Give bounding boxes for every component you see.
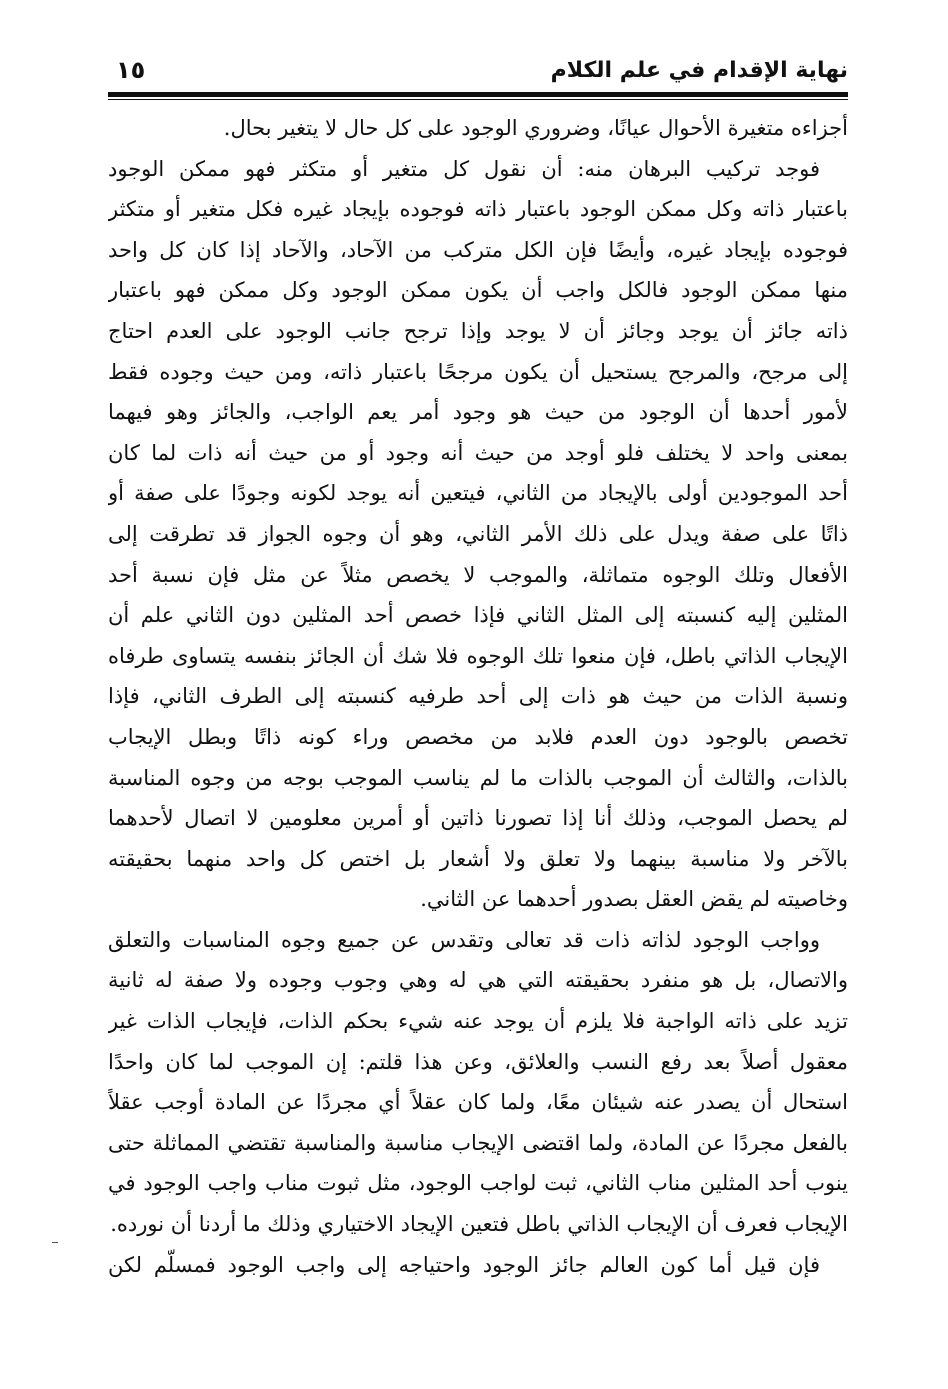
text-line: بمعنى واحد لا يختلف فلو أوجد من حيث أنه وجود أو من حيث أنه ذات لما كان <box>108 440 848 465</box>
text-line: لم يحصل الموجب، وذلك أنا إذا تصورنا ذاتين أو أمرين معلومين لا اتصال لأحدهما <box>108 806 848 831</box>
margin-mark <box>52 1242 58 1243</box>
page-header <box>108 56 848 92</box>
page-number: ١٥ <box>116 56 146 84</box>
text-line: المثلين إليه كنسبته إلى المثل الثاني فإذا خصص أحد المثلين دون الثاني علم أن <box>108 603 848 628</box>
text-line: فوجد تركيب البرهان منه: أن نقول كل متغير أو متكثر فهو ممكن الوجود <box>108 156 820 181</box>
text-line: الإيجاب فعرف أن الإيجاب الذاتي باطل فتعين الإيجاد الاختياري وذلك ما أردنا أن نورده. <box>110 1212 848 1237</box>
text-line: تخصص بالوجود دون العدم فلابد من مخصص وراء كونه ذاتًا وبطل الإيجاب <box>108 724 848 749</box>
text-line: أجزاءه متغيرة الأحوال عيانًا، وضروري الوجود على كل حال لا يتغير بحال. <box>223 116 848 140</box>
text-line: والاتصال، بل هو منفرد بحقيقته التي هي له وهي وجوب وجوده ولا صفة له ثانية <box>108 968 848 993</box>
text-line: إلى مرجح، والمرجح يستحيل أن يكون مرجحًا باعتبار ذاته، ومن حيث وجوده فقط <box>108 359 848 384</box>
text-line: منها ممكن الوجود فالكل واجب أن يكون ممكن الوجود وكل ممكن فهو باعتبار <box>108 278 848 303</box>
text-line: فوجوده بإيجاد غيره، وأيضًا فإن الكل متركب من الآحاد، والآحاد إذا كان كل واحد <box>108 237 848 262</box>
text-line: ذاتًا على صفة ويدل على ذلك الأمر الثاني، وهو أن وجوه الجواز قد تطرقت إلى <box>108 521 848 546</box>
header-rule <box>108 92 848 97</box>
text-line: أحد الموجودين أولى بالإيجاد من الثاني، فيتعين أنه يوجد لكونه وجودًا على صفة أو <box>108 481 848 506</box>
text-line: لأمور أحدها أن الوجود من حيث هو وجود أمر يعم الواجب، والجائز وهو فيهما <box>108 400 848 425</box>
running-title: نهاية الإقدام في علم الكلام <box>550 58 848 83</box>
text-line: بالآخر ولا مناسبة بينهما ولا تعلق ولا أشعار بل اختص كل واحد منهما بحقيقته <box>108 846 848 871</box>
text-line: تزيد على ذاته الواجبة فلا يلزم أن يوجد عنه شيء بحكم الذات، فإيجاب الذات غير <box>108 1009 848 1034</box>
text-line: بالفعل مجردًا عن المادة، ولما اقتضى الإيجاب مناسبة والمناسبة تقتضي المماثلة حتى <box>108 1130 848 1155</box>
text-line: بالذات، والثالث أن الموجب بالذات ما لم يناسب الموجب بوجه من وجوه المناسبة <box>108 765 848 790</box>
header-rule-thin <box>108 99 848 100</box>
text-line: معقول أصلاً بعد رفع النسب والعلائق، وعن هذا قلتم: إن الموجب لما كان واحدًا <box>108 1049 848 1074</box>
text-line: ونسبة الذات من حيث هو ذات إلى أحد طرفيه كنسبته إلى الطرف الثاني، فإذا <box>108 684 848 709</box>
text-line: باعتبار ذاته وكل ممكن الوجود باعتبار ذاته فوجوده بإيجاد غيره فكل متغير أو متكثر <box>108 197 848 222</box>
text-line: الأفعال وتلك الوجوه متماثلة، والموجب لا يخصص مثلاً عن مثل فإن نسبة أحد <box>108 562 848 587</box>
text-line: وواجب الوجود لذاته ذات قد تعالى وتقدس عن جميع وجوه المناسبات والتعلق <box>108 927 820 952</box>
text-line: الإيجاب الذاتي باطل، فإن منعوا تلك الوجوه فلا شك أن الجائز بنفسه يتساوى طرفاه <box>108 643 848 668</box>
text-line: ينوب أحد المثلين مناب الثاني، ثبت لواجب الوجود، مثل ثبوت مناب واجب الوجود في <box>108 1171 848 1196</box>
text-line: ذاته جائز أن يوجد وجائز أن لا يوجد وإذا ترجح جانب الوجود على العدم احتاج <box>108 318 848 343</box>
text-line: فإن قيل أما كون العالم جائز الوجود واحتياجه إلى واجب الوجود فمسلّم لكن <box>108 1252 820 1277</box>
body-text <box>108 108 848 1285</box>
text-line: وخاصيته لم يقض العقل بصدور أحدهما عن الثاني. <box>420 887 848 912</box>
text-line: استحال أن يصدر عنه شيئان معًا، ولما كان عقلاً أي مجردًا عن المادة أوجب عقلاً <box>108 1090 848 1115</box>
book-page <box>108 56 848 1376</box>
